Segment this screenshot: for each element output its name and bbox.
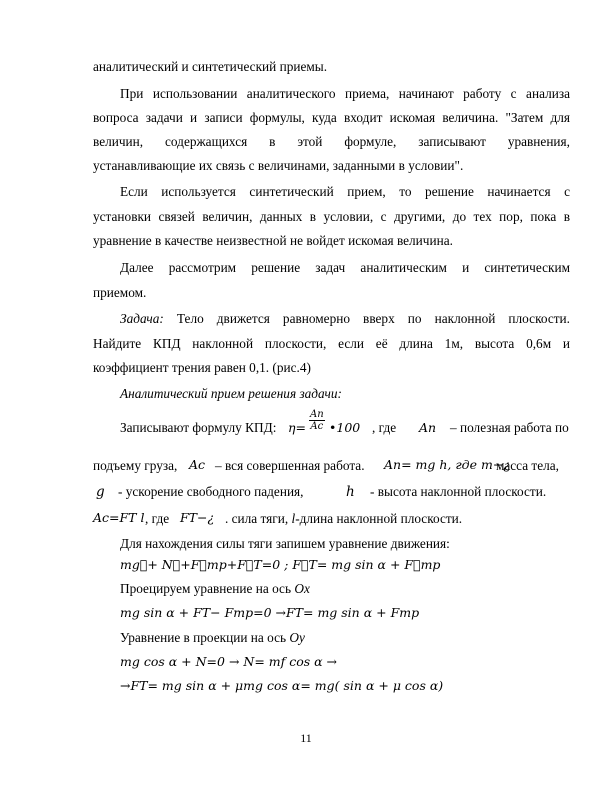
formula-inline — [93, 510, 144, 525]
text-line — [93, 158, 570, 173]
text-span: коэффициент трения равен 0,1. (рис.4) — [93, 360, 311, 375]
formula-part: FТ−¿ — [180, 510, 215, 525]
text-span: уравнение в качестве неизвестной не войдет искомая величина. — [93, 233, 453, 248]
kpd-multiplier — [329, 420, 360, 435]
text-span: Аналитический прием решения задачи: — [120, 386, 342, 401]
text-span: Записывают формулу КПД: — [120, 420, 277, 435]
text-line — [93, 360, 570, 375]
formula-inline — [346, 484, 355, 500]
text-line — [145, 511, 169, 527]
text-span: Уравнение в проекции на ось — [120, 630, 290, 645]
formula-part: Aп — [419, 420, 437, 435]
kpd-fraction — [309, 409, 325, 432]
formula-part: Aс — [189, 457, 206, 472]
formula-inline — [180, 510, 214, 525]
formula-part: η= — [288, 420, 306, 435]
text-span: При использовании аналитического приема, начинают работу с анализа — [120, 86, 570, 101]
text-line — [93, 233, 570, 248]
text-span: Oy — [289, 630, 305, 645]
text-span: Если используется синтетический прием, то решение начинается с — [120, 184, 570, 199]
text-line — [93, 110, 570, 125]
task-label: Задача: — [120, 311, 164, 326]
kpd-formula — [288, 420, 306, 435]
text-line — [93, 285, 570, 300]
text-span: величин, содержащихся в этой формуле, записывают уравнения, — [93, 134, 570, 149]
formula-part: →FТ= mg sin α + μmg cos α= mg( sin α + μ cos α) — [120, 678, 444, 693]
formula-part: •100 — [329, 420, 361, 435]
text-span: установки связей величин, данных в условии, с другими, до тех пор, пока в — [93, 209, 570, 224]
text-line — [120, 184, 570, 199]
section-heading — [120, 386, 570, 401]
text-line — [372, 420, 396, 436]
text-span: , где — [372, 420, 397, 435]
text-line — [120, 536, 450, 552]
equation — [120, 605, 419, 620]
formula-inline — [419, 420, 436, 435]
equation — [120, 678, 443, 693]
fraction-denominator: Aс — [310, 421, 324, 432]
text-line — [225, 511, 462, 527]
text-line — [93, 59, 570, 74]
text-span: – полезная работа по — [450, 420, 569, 435]
text-span: . сила тяги, — [225, 511, 292, 526]
formula-inline — [189, 457, 205, 472]
formula-part: mg⃗+ N⃗+F⃗тр+F⃗Т=0 ; F⃗Т= mg sin α + F⃗тр — [120, 557, 441, 572]
text-span: l — [291, 511, 296, 526]
text-line — [215, 458, 365, 474]
text-span: приемом. — [93, 285, 147, 300]
page-number: 11 — [300, 731, 312, 745]
text-line — [93, 336, 570, 351]
text-line — [120, 86, 570, 101]
formula-part: mg cos α + N=0 → N= mf cos α → — [120, 654, 338, 669]
text-line — [120, 581, 310, 597]
formula-inline — [96, 484, 105, 500]
text-span: - высота наклонной плоскости. — [370, 484, 547, 499]
formula-inline — [384, 457, 510, 472]
formula-part: Aс=FТ l — [93, 510, 145, 525]
text-span: масса тела, — [496, 458, 559, 473]
text-span: – вся совершенная работа. — [215, 458, 365, 473]
text-span: Для нахождения силы тяги запишем уравнение движения: — [120, 536, 450, 551]
formula-part: h — [346, 484, 355, 500]
text-span: Ox — [294, 581, 310, 596]
text-line — [93, 209, 570, 224]
text-line — [118, 484, 304, 500]
formula-part: Aп= mg h, где m−¿ — [384, 457, 510, 472]
formula-part: g — [96, 484, 105, 500]
equation — [120, 654, 337, 669]
fraction-numerator: Aп — [310, 409, 324, 420]
text-span: устанавливающие их связь с величинами, заданными в условии". — [93, 158, 464, 173]
text-line — [450, 420, 569, 436]
text-span: Далее рассмотрим решение задач аналитическим и синтетическим — [120, 260, 570, 275]
text-line — [120, 630, 305, 646]
text-span: Найдите КПД наклонной плоскости, если её длина 1м, высота 0,6м и — [93, 336, 570, 351]
equation — [120, 557, 440, 572]
formula-part: mg sin α + FТ− Fтр=0 →FТ= mg sin α + Fтр — [120, 605, 420, 620]
text-span: -длина наклонной плоскости. — [295, 511, 463, 526]
text-span: Тело движется равномерно вверх по наклонной плоскости. — [163, 311, 570, 326]
text-span: , где — [145, 511, 170, 526]
text-span: - ускорение свободного падения, — [118, 484, 304, 499]
text-line — [93, 458, 177, 474]
text-line — [370, 484, 546, 500]
text-line — [93, 134, 570, 149]
text-line — [496, 458, 559, 474]
kpd-text — [120, 420, 276, 436]
text-span: вопроса задачи и записи формулы, куда входит искомая величина. "Затем для — [93, 110, 570, 125]
text-line — [120, 260, 570, 275]
text-span: Проецируем уравнение на ось — [120, 581, 295, 596]
text-span: подъему груза, — [93, 458, 178, 473]
text-span: аналитический и синтетический приемы. — [93, 59, 328, 74]
task-line — [120, 311, 570, 326]
